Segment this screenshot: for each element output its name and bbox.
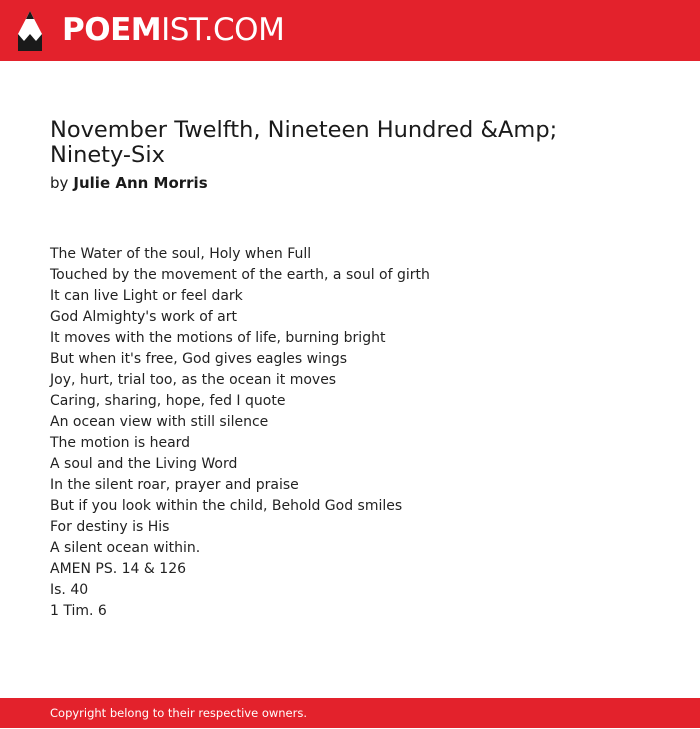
poem-line: For destiny is His <box>50 519 170 535</box>
poem-line: A silent ocean within. <box>50 540 201 556</box>
poem-line: AMEN PS. 14 & 126 <box>50 561 187 577</box>
poem-line: An ocean view with still silence <box>50 414 269 430</box>
poem-line: Is. 40 <box>50 582 89 598</box>
poem-line: It can live Light or feel dark <box>50 288 243 304</box>
poem-title: November Twelfth, Nineteen Hundred &Amp; Ninety-Six <box>50 117 558 168</box>
poem-line: In the silent roar, prayer and praise <box>50 477 299 493</box>
poem-body <box>50 244 430 622</box>
by-label: by <box>50 174 69 192</box>
poem-line: But if you look within the child, Behold God smiles <box>50 498 403 514</box>
byline <box>50 173 208 194</box>
logo-text-bold: POEM <box>62 12 162 48</box>
poem-line: The Water of the soul, Holy when Full <box>50 246 312 262</box>
poem-line: But when it's free, God gives eagles wings <box>50 351 348 367</box>
poem-line: Caring, sharing, hope, fed I quote <box>50 393 286 409</box>
site-logo[interactable] <box>62 10 284 50</box>
poem-line: Touched by the movement of the earth, a soul of girth <box>50 267 430 283</box>
poem-line: Joy, hurt, trial too, as the ocean it moves <box>50 372 337 388</box>
site-footer <box>0 698 700 728</box>
site-header <box>0 0 700 61</box>
poem-line: 1 Tim. 6 <box>50 603 107 619</box>
pencil-icon[interactable] <box>17 10 43 52</box>
logo-text-light: IST.COM <box>161 12 285 48</box>
copyright-notice: Copyright belong to their respective owners. <box>50 706 308 720</box>
poem-line: The motion is heard <box>50 435 191 451</box>
author-name: Julie Ann Morris <box>73 174 208 192</box>
poem-line: God Almighty's work of art <box>50 309 237 325</box>
poem-line: It moves with the motions of life, burning bright <box>50 330 386 346</box>
poem-line: A soul and the Living Word <box>50 456 238 472</box>
